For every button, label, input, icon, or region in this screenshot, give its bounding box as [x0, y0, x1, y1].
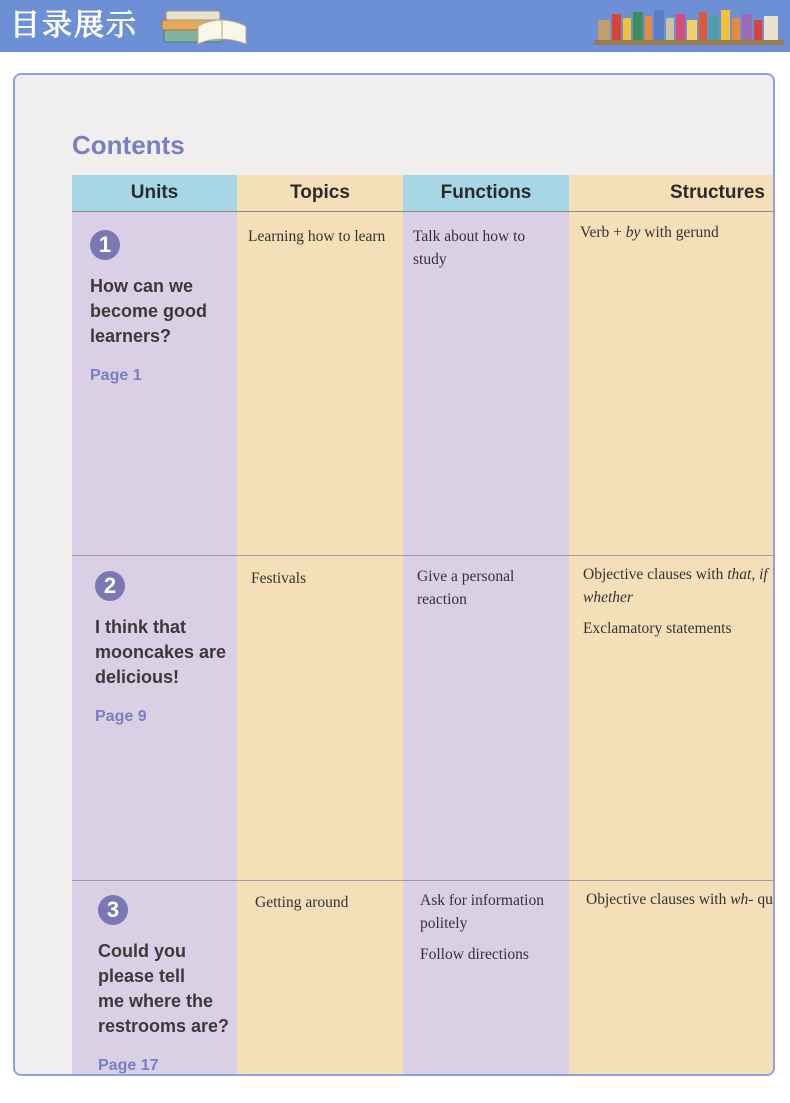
structure-item: Objective clauses with wh- qu [586, 891, 773, 908]
unit-number-badge: 1 [90, 230, 120, 260]
banner [0, 0, 790, 52]
structure-item: Exclamatory statements [583, 620, 732, 637]
unit-1 [90, 230, 207, 385]
unit-3 [98, 895, 229, 1075]
topic-text: Getting around [255, 894, 349, 911]
row-divider [72, 880, 775, 881]
topic-text: Learning how to learn [248, 228, 386, 245]
banner-title: 目录展示 [10, 8, 138, 43]
function-item: Follow directions [420, 946, 529, 963]
header-divider [72, 211, 775, 212]
function-item: Talk about how to study [413, 228, 526, 268]
topics-column [237, 175, 403, 1076]
unit-3-topic [255, 891, 405, 914]
structure-item: Verb + by with gerund [580, 224, 719, 241]
unit-title: Could you please tell me where the restrooms are? [98, 941, 230, 1036]
unit-title: I think that mooncakes are delicious! [95, 617, 227, 687]
unit-2 [95, 571, 226, 726]
structure-item: Objective clauses with that, if whether [583, 566, 768, 606]
topic-text: Festivals [251, 570, 307, 587]
unit-page-link[interactable]: Page 9 [95, 708, 147, 725]
book-stack-icon [158, 4, 250, 48]
unit-3-structures [586, 888, 775, 911]
contents-page [13, 73, 775, 1076]
header-functions: Functions [403, 175, 569, 211]
unit-page-link[interactable]: Page 17 [98, 1057, 159, 1074]
header-units: Units [72, 175, 237, 211]
unit-1-functions [413, 225, 558, 271]
unit-2-structures [583, 563, 773, 640]
bookshelf-icon [594, 6, 784, 46]
unit-2-topic [251, 567, 401, 590]
header-topics: Topics [237, 175, 403, 211]
unit-2-functions [417, 565, 557, 611]
unit-page-link[interactable]: Page 1 [90, 367, 142, 384]
unit-number-badge: 3 [98, 895, 128, 925]
function-item: Give a personal reaction [417, 568, 515, 608]
row-divider [72, 555, 775, 556]
function-item: Ask for information politely [420, 892, 544, 932]
unit-1-structures [580, 221, 775, 244]
header-structures: Structures [569, 175, 775, 211]
unit-3-functions [420, 889, 565, 966]
contents-title: Contents [72, 130, 185, 160]
unit-number-badge: 2 [95, 571, 125, 601]
unit-title: How can we become good learners? [90, 276, 208, 346]
unit-1-topic [248, 225, 398, 248]
